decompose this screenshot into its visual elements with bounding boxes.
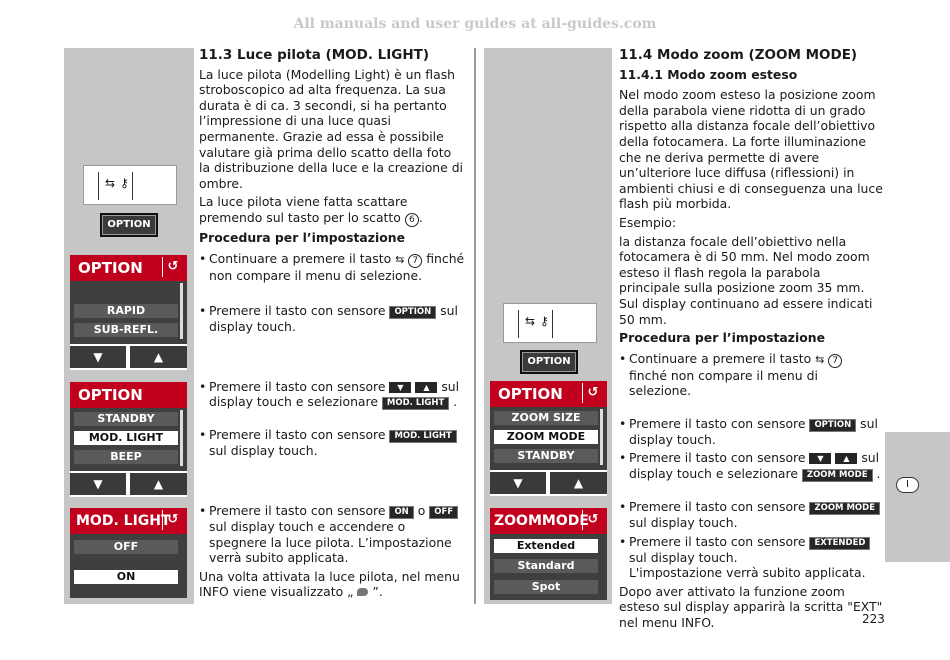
step-1: • Continuare a premere il tasto ⇆ 7 finché non compare il menu di selezione.: [619, 351, 883, 399]
option-spot[interactable]: Spot: [494, 580, 598, 594]
key-icon: ⚷: [540, 314, 549, 328]
screen-title: OPTION: [78, 259, 143, 277]
scroll-up-button[interactable]: ▲: [130, 346, 187, 368]
paragraph-1: Nel modo zoom esteso la posizione zoom della parabola viene ridotta di un grado rispetto alla distanza focale dell’obiettivo della fotocamera. La forte illuminazione che ne deriva permette di avere un’ulteriore luce diffusa (riflessioni) in ambienti chiusi e di conseguenza una luce flash più morbida.: [619, 87, 883, 212]
procedure-title: Procedura per l’impostazione: [199, 229, 405, 245]
menu-item-standby[interactable]: STANDBY: [74, 412, 178, 426]
screen-mod-light: [70, 508, 187, 598]
step-4: • Premere il tasto con sensore MOD. LIGHT sul display touch.: [199, 427, 465, 459]
swap-icon: ⇆: [395, 252, 405, 266]
page-number: 223: [862, 612, 885, 626]
step-1: • Continuare a premere il tasto ⇆ 7 finché non compare il menu di selezione.: [199, 251, 465, 284]
step-3: • Premere il tasto con sensore ▼ ▲ sul display touch e selezionare MOD. LIGHT .: [199, 379, 465, 411]
option-chip: OPTION: [389, 306, 436, 319]
back-icon[interactable]: ↺: [162, 257, 183, 277]
scroll-up-button[interactable]: ▲: [130, 473, 187, 495]
step-2: • Premere il tasto con sensore OPTION sul display touch.: [619, 416, 883, 448]
paragraph-2: Esempio:: [619, 214, 677, 230]
column-separator: [474, 48, 476, 604]
menu-item-zoom-mode[interactable]: ZOOM MODE: [494, 430, 598, 444]
arrow-down-icon: ▼: [809, 453, 831, 464]
intro-paragraph: La luce pilota (Modelling Light) è un flash stroboscopico ad alta frequenza. La sua durata è di ca. 3 secondi, si ha pertanto l’impressione di una luce quasi permanente. Grazie ad essa è possibile valutare già prima dello scatto della foto la distribuzione della luce e la creazione di ombre.: [199, 66, 464, 191]
step-4: • Premere il tasto con sensore ZOOM MODE sul display touch.: [619, 499, 883, 531]
flash-button-illustration: [83, 165, 177, 205]
option-button[interactable]: OPTION: [520, 350, 578, 374]
screen-option-2: [70, 382, 187, 497]
zoom-mode-chip: ZOOM MODE: [802, 469, 873, 482]
screen-option-1: [70, 255, 187, 370]
section-title: 11.4 Modo zoom (ZOOM MODE): [619, 47, 858, 63]
menu-item-rapid[interactable]: RAPID: [74, 304, 178, 318]
step-5: • Premere il tasto con sensore EXTENDED sul display touch. L'impostazione verrà subito applicata.: [619, 534, 883, 581]
menu-item-standby[interactable]: STANDBY: [494, 449, 598, 463]
off-chip: OFF: [429, 506, 458, 519]
scroll-up-button[interactable]: ▲: [550, 472, 607, 494]
option-on[interactable]: ON: [74, 570, 178, 584]
option-standard[interactable]: Standard: [494, 559, 598, 573]
procedure-title: Procedura per l’impostazione: [619, 330, 825, 346]
screen-option-zoom: [490, 381, 607, 496]
screen-title: OPTION: [498, 385, 563, 403]
menu-item-mod-light[interactable]: MOD. LIGHT: [74, 431, 178, 445]
scrollbar[interactable]: [600, 409, 603, 465]
option-off[interactable]: OFF: [74, 540, 178, 554]
screen-title: MOD. LIGHT: [76, 513, 171, 529]
swap-icon: ⇆: [525, 314, 536, 328]
modelling-light-icon: [357, 588, 368, 596]
mod-light-chip: MOD. LIGHT: [382, 397, 449, 410]
language-tab: [885, 432, 950, 562]
language-tab-label: I: [896, 477, 919, 493]
scroll-down-button[interactable]: ▼: [490, 472, 546, 494]
option-button[interactable]: OPTION: [100, 213, 158, 237]
left-column-text: [199, 48, 465, 603]
step-5: • Premere il tasto con sensore ON o OFF sul display touch e accendere o spegnere la luce pilota. L’impostazione verrà subito applicata.: [199, 503, 465, 566]
zoom-mode-chip: ZOOM MODE: [809, 502, 880, 515]
back-icon[interactable]: ↺: [162, 510, 183, 530]
right-column-text: [619, 48, 883, 634]
scroll-down-button[interactable]: ▼: [70, 473, 126, 495]
closing-paragraph: Dopo aver attivato la funzione zoom esteso sul display apparirà la scritta "EXT" nel menu INFO.: [619, 583, 883, 631]
section-title: 11.3 Luce pilota (MOD. LIGHT): [199, 47, 430, 63]
step-3: • Premere il tasto con sensore ▼ ▲ sul display touch e selezionare ZOOM MODE .: [619, 450, 883, 482]
screen-zoom-mode: [490, 508, 607, 600]
extended-chip: EXTENDED: [809, 537, 870, 550]
menu-item-beep[interactable]: BEEP: [74, 450, 178, 464]
flash-button-illustration: [503, 303, 597, 343]
scroll-down-button[interactable]: ▼: [70, 346, 126, 368]
swap-icon: ⇆: [815, 352, 825, 366]
scrollbar[interactable]: [180, 283, 183, 339]
arrow-up-icon: ▲: [415, 382, 437, 393]
on-chip: ON: [389, 506, 413, 519]
option-extended[interactable]: Extended: [494, 539, 598, 553]
arrow-up-icon: ▲: [835, 453, 857, 464]
menu-item-sub-refl[interactable]: SUB-REFL.: [74, 323, 178, 337]
closing-paragraph: Una volta attivata la luce pilota, nel menu INFO viene visualizzato „ ”.: [199, 568, 460, 600]
number-7-icon: 7: [408, 254, 422, 268]
option-chip: OPTION: [809, 419, 856, 432]
menu-item-zoom-size[interactable]: ZOOM SIZE: [494, 411, 598, 425]
key-icon: ⚷: [120, 176, 129, 190]
arrow-down-icon: ▼: [389, 382, 411, 393]
scrollbar[interactable]: [180, 410, 183, 466]
number-7-icon: 7: [828, 354, 842, 368]
number-6-icon: 6: [405, 213, 419, 227]
back-icon[interactable]: ↺: [582, 383, 603, 403]
mod-light-chip: MOD. LIGHT: [389, 430, 456, 443]
back-icon[interactable]: ↺: [582, 510, 603, 530]
trigger-paragraph: La luce pilota viene fatta scattare premendo sul tasto per lo scatto 6 .: [199, 194, 423, 225]
swap-icon: ⇆: [105, 176, 116, 190]
screen-title: ZOOMMODE: [494, 513, 589, 529]
watermark: All manuals and user guides at all-guides.com: [293, 16, 657, 32]
screen-title: OPTION: [78, 386, 143, 404]
subsection-title: 11.4.1 Modo zoom esteso: [619, 66, 798, 82]
step-2: • Premere il tasto con sensore OPTION sul display touch.: [199, 303, 465, 335]
paragraph-3: la distanza focale dell’obiettivo nella fotocamera è di 50 mm. Nel modo zoom esteso il flash regola la parabola principale sulla posizione zoom 35 mm. Sul display continuano ad essere indicati 50 mm.: [619, 233, 873, 327]
